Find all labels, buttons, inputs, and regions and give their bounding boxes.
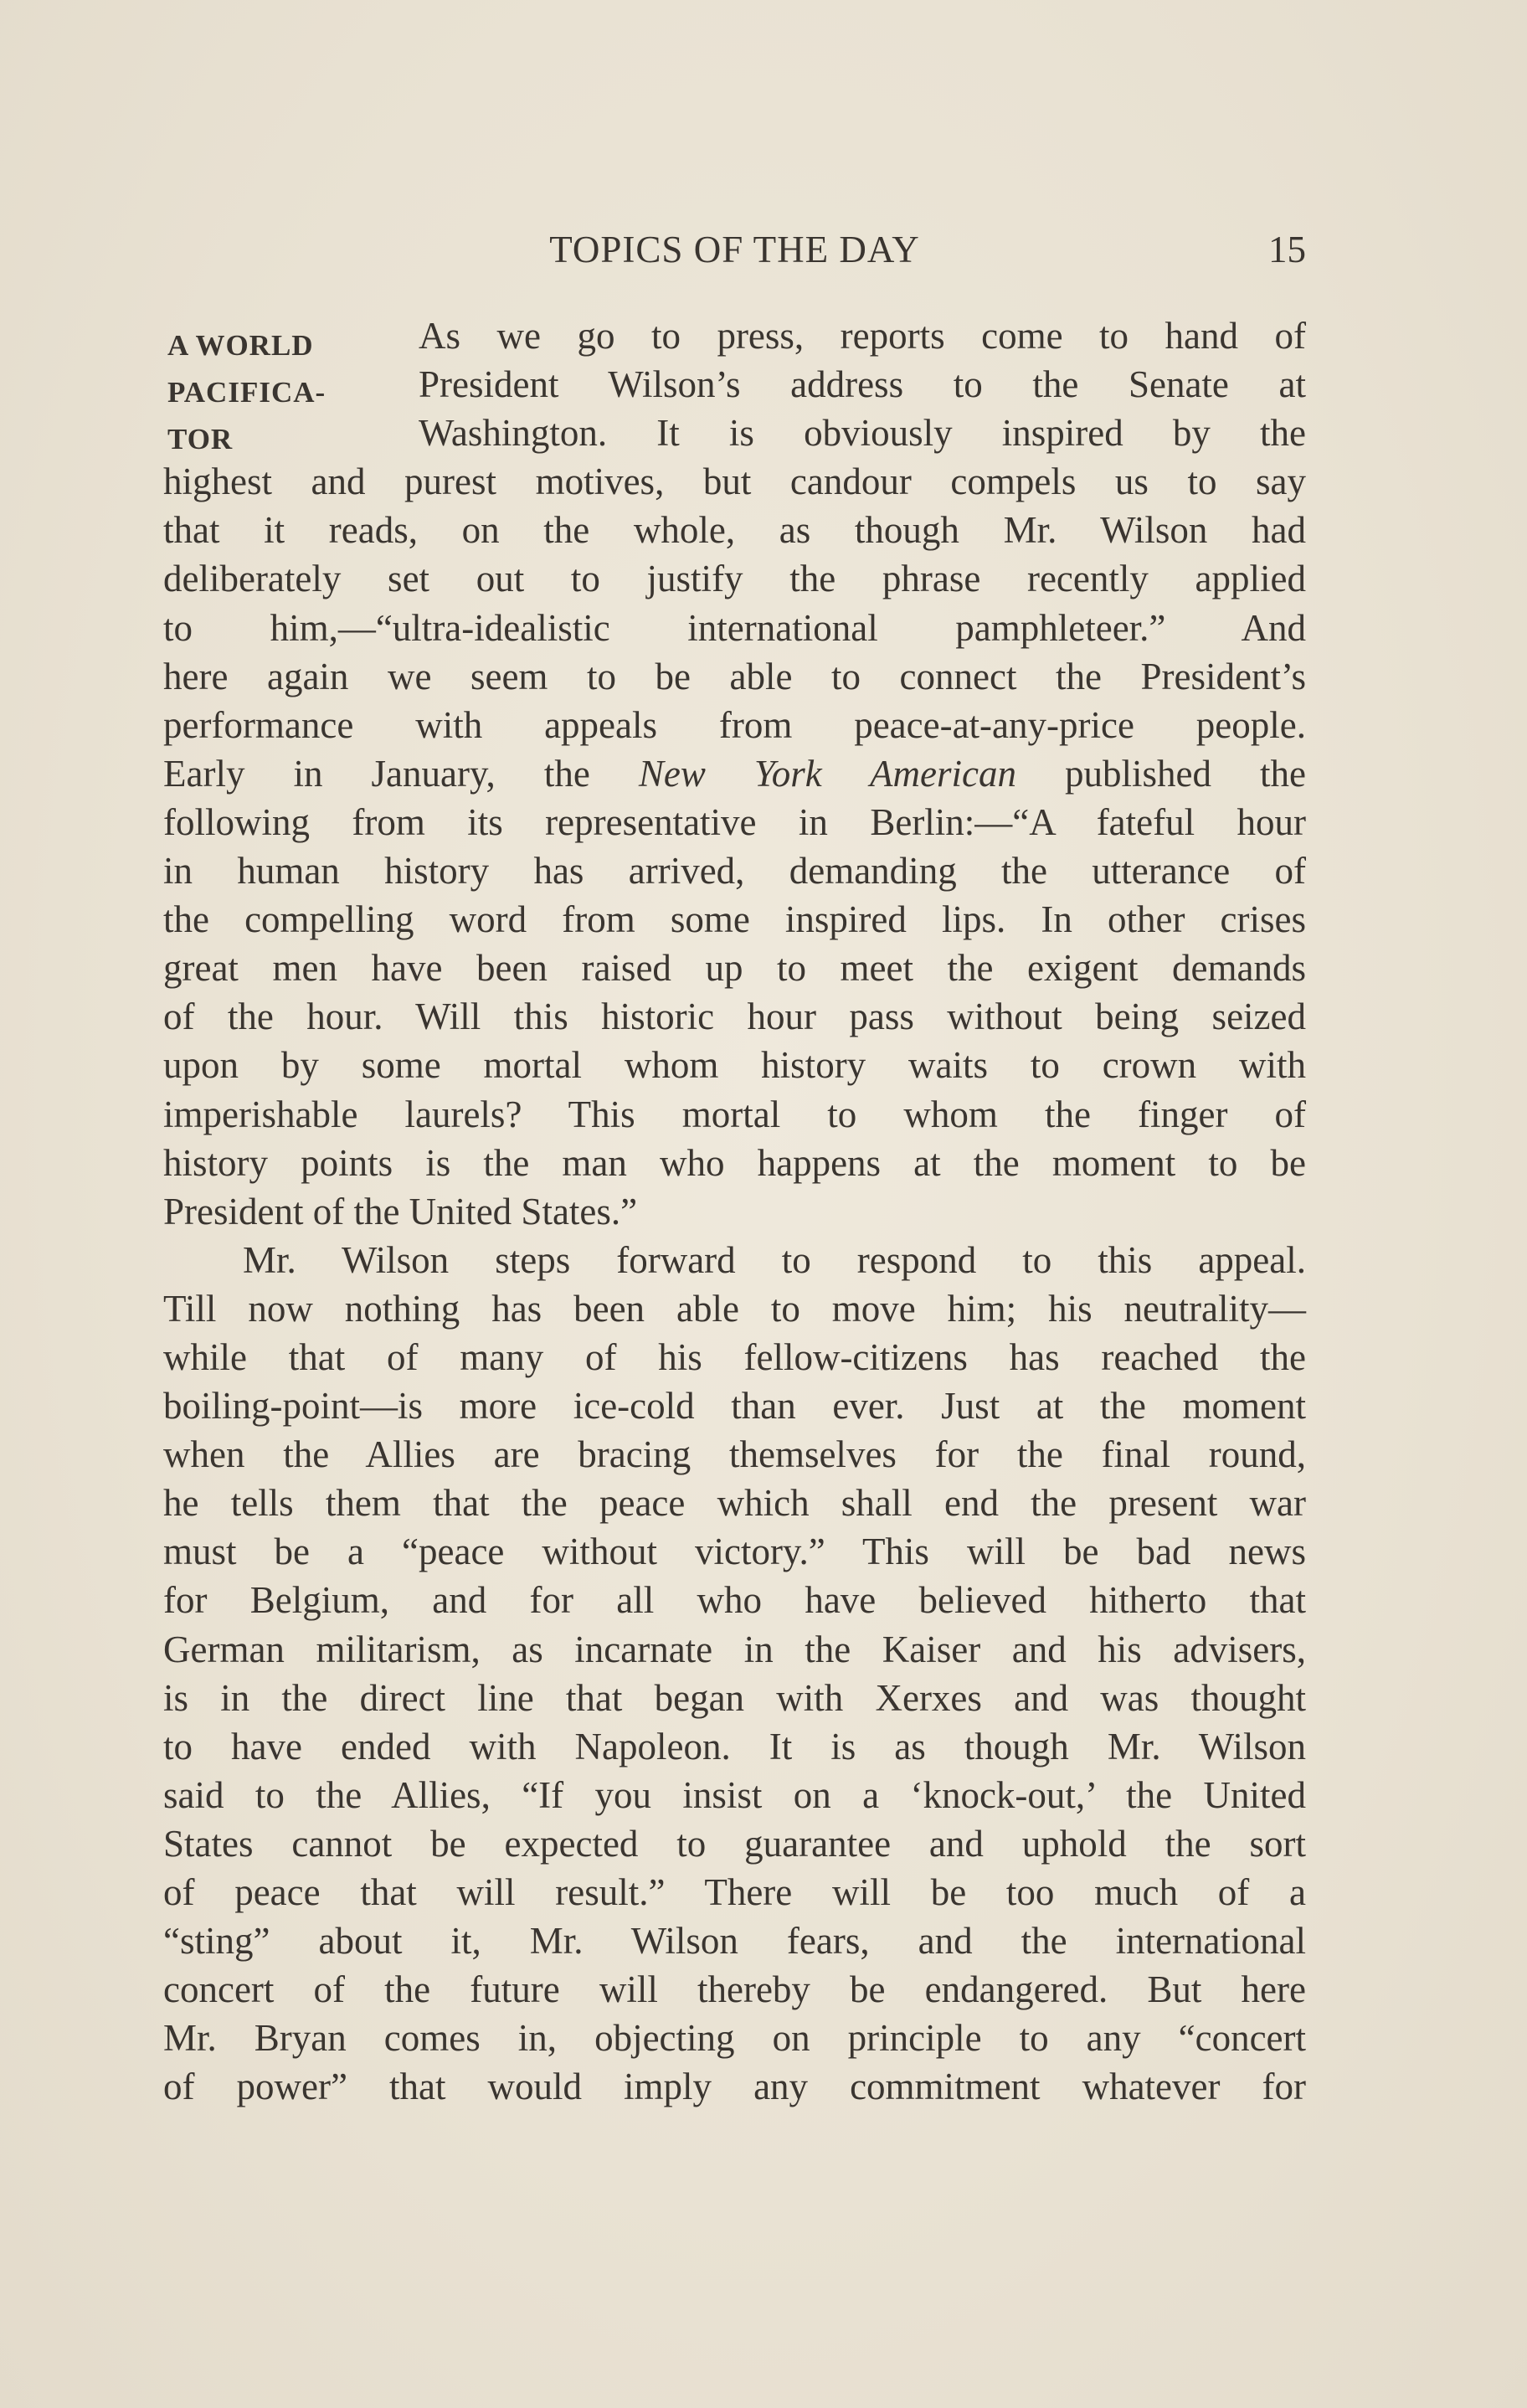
text-line: President Wilson’s address to the Senate at: [419, 363, 1306, 406]
text-line: of power” that would imply any commitment whatever for: [163, 2066, 1306, 2108]
side-heading-line: PACIFICA-: [167, 376, 326, 409]
text-line: As we go to press, reports come to hand of: [419, 315, 1306, 357]
text-line: the compelling word from some inspired lips. In other crises: [163, 898, 1306, 941]
body-text: [163, 311, 1306, 2111]
text-line: that it reads, on the whole, as though Mr. Wilson had: [163, 509, 1306, 552]
side-heading-line: TOR: [167, 423, 234, 455]
text-line: here again we seem to be able to connect the President’s: [163, 655, 1306, 697]
running-title: TOPICS OF THE DAY: [549, 229, 920, 270]
running-head: [163, 228, 1306, 278]
text-line: in human history has arrived, demanding the utterance of: [163, 850, 1306, 893]
text-line: he tells them that the peace which shall end the present war: [163, 1482, 1306, 1525]
text-line: while that of many of his fellow-citizens has reached the: [163, 1335, 1306, 1378]
text-line: Mr. Wilson steps forward to respond to this appeal.: [243, 1238, 1306, 1281]
text-line: President of the United States.”: [163, 1190, 638, 1232]
text-line: to him,—“ultra-idealistic international pamphleteer.” And: [163, 606, 1306, 649]
text-line: when the Allies are bracing themselves for the final round,: [163, 1433, 1306, 1476]
text-segment: Early in January, the: [163, 752, 590, 795]
text-line: for Belgium, and for all who have believed hitherto that: [163, 1579, 1306, 1622]
text-line: boiling-point—is more ice-cold than ever. Just at the moment: [163, 1385, 1306, 1428]
text-line: following from its representative in Berlin:—“A fateful hour: [163, 800, 1306, 843]
text-segment: published the: [1065, 752, 1307, 795]
text-line: must be a “peace without victory.” This will be bad news: [163, 1531, 1306, 1573]
text-line: imperishable laurels? This mortal to whom the finger of: [163, 1093, 1306, 1135]
side-heading-line: A WORLD: [167, 329, 314, 362]
text-line: is in the direct line that began with Xerxes and was thought: [163, 1676, 1306, 1719]
periodical-title: New York American: [638, 752, 1016, 795]
text-line: Mr. Bryan comes in, objecting on principle to any “concert: [163, 2017, 1306, 2060]
text-line: history points is the man who happens at the moment to be: [163, 1141, 1306, 1184]
text-line: Washington. It is obviously inspired by the: [419, 412, 1306, 455]
text-line: highest and purest motives, but candour compels us to say: [163, 461, 1306, 503]
text-line: of the hour. Will this historic hour pass without being seized: [163, 996, 1306, 1038]
text-line: upon by some mortal whom history waits to crown with: [163, 1044, 1306, 1087]
text-line: States cannot be expected to guarantee and uphold the sort: [163, 1822, 1306, 1865]
paragraph-1: [163, 311, 1306, 1236]
text-line: German militarism, as incarnate in the Kaiser and his advisers,: [163, 1628, 1306, 1670]
text-line: Till now nothing has been able to move him; his neutrality—: [163, 1287, 1306, 1330]
page-number: 15: [1268, 229, 1306, 270]
text-line: concert of the future will thereby be endangered. But here: [163, 1968, 1306, 2011]
text-line: great men have been raised up to meet the exigent demands: [163, 947, 1306, 990]
text-line: performance with appeals from peace-at-any-price people.: [163, 703, 1306, 746]
text-line: to have ended with Napoleon. It is as though Mr. Wilson: [163, 1725, 1306, 1767]
text-line: “sting” about it, Mr. Wilson fears, and the international: [163, 1920, 1306, 1963]
text-line: [163, 749, 1306, 798]
text-line: deliberately set out to justify the phrase recently applied: [163, 558, 1306, 600]
text-line: of peace that will result.” There will be too much of a: [163, 1871, 1306, 1913]
paragraph-2: [163, 1236, 1306, 2112]
text-line: said to the Allies, “If you insist on a ‘knock-out,’ the United: [163, 1773, 1306, 1816]
